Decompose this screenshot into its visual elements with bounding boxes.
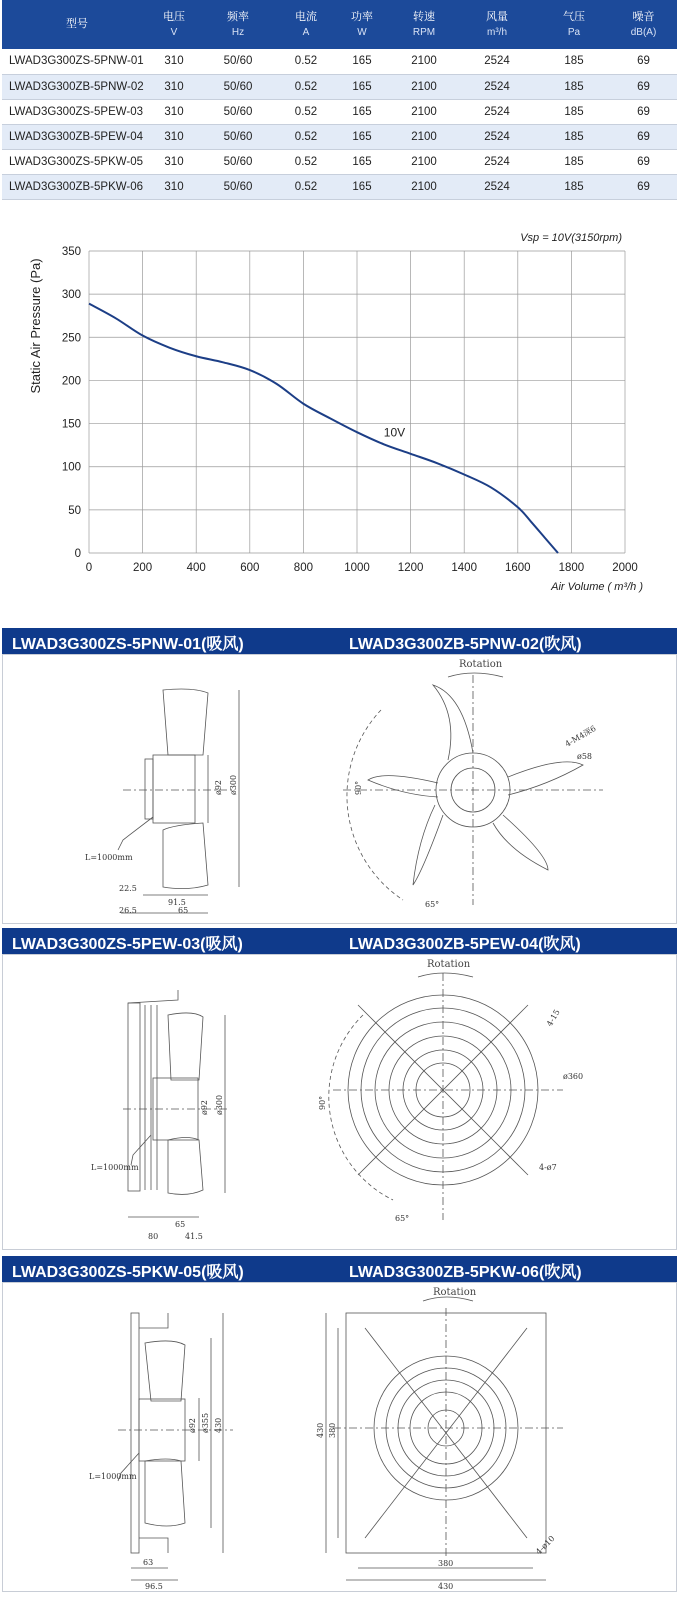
dim-holes: 4-M4深6 — [563, 723, 598, 749]
table-cell: 2524 — [456, 174, 538, 199]
dim-hub: ø58 — [577, 752, 592, 761]
table-cell: 2524 — [456, 74, 538, 99]
table-row — [2, 174, 677, 199]
table-cell: LWAD3G300ZS-5PEW-03 — [2, 99, 152, 124]
chart-title: Vsp = 10V(3150rpm) — [520, 232, 622, 244]
y-tick-label: 50 — [68, 504, 81, 517]
dim-angle2: 65° — [395, 1214, 410, 1223]
y-tick-label: 150 — [61, 418, 81, 431]
table-cell: 165 — [332, 124, 392, 149]
table-cell: 185 — [538, 174, 610, 199]
dim-h1: 430 — [316, 1422, 325, 1438]
rotation-label: Rotation — [427, 959, 471, 970]
table-cell: 310 — [152, 74, 196, 99]
y-tick-label: 0 — [74, 548, 81, 560]
table-row — [2, 149, 677, 174]
table-cell: 2524 — [456, 149, 538, 174]
chart-ylabel: Static Air Pressure (Pa) — [28, 258, 43, 394]
x-tick-label: 800 — [293, 562, 313, 574]
section-title-left: LWAD3G300ZS-5PNW-01(吸风) — [12, 636, 244, 653]
x-tick-label: 1000 — [344, 562, 370, 574]
table-cell: 2524 — [456, 99, 538, 124]
spec-table — [2, 0, 677, 200]
x-tick-label: 400 — [186, 562, 206, 574]
col-header-model: 型号 — [2, 0, 152, 49]
performance-chart — [0, 228, 681, 608]
dim-guard: ø360 — [563, 1072, 584, 1081]
table-cell: 0.52 — [280, 49, 332, 74]
table-row — [2, 99, 677, 124]
x-tick-label: 2000 — [612, 562, 638, 574]
dim-cable: L=1000mm — [89, 1472, 137, 1481]
dim-angle1: 90° — [318, 1095, 327, 1110]
dim-slots: 4-15 — [544, 1007, 562, 1028]
dim-angle1: 90° — [354, 780, 363, 795]
x-tick-label: 0 — [85, 562, 93, 574]
drawing-panel-pkw — [2, 1282, 677, 1592]
dim-cable: L=1000mm — [85, 853, 133, 862]
dim-a: 65 — [175, 1220, 186, 1229]
series-label-10v: 10V — [383, 425, 406, 440]
dim-d1: ø92 — [200, 1100, 209, 1115]
table-cell: 185 — [538, 74, 610, 99]
y-tick-label: 100 — [61, 461, 81, 474]
table-cell: 185 — [538, 149, 610, 174]
dim-b: 96.5 — [145, 1582, 163, 1591]
table-cell: LWAD3G300ZB-5PEW-04 — [2, 124, 152, 149]
chart-grid — [89, 251, 625, 553]
technical-drawing-pew — [3, 955, 676, 1249]
chart-ticks — [62, 246, 638, 574]
table-cell: LWAD3G300ZB-5PNW-02 — [2, 74, 152, 99]
table-cell: 50/60 — [196, 99, 280, 124]
table-cell: 2100 — [392, 49, 456, 74]
dim-angle2: 65° — [425, 900, 440, 909]
table-cell: 69 — [610, 49, 677, 74]
dim-d1: ø92 — [214, 780, 223, 795]
table-cell: 50/60 — [196, 149, 280, 174]
dim-a: 63 — [143, 1558, 154, 1567]
table-cell: 310 — [152, 149, 196, 174]
dim-d1: ø92 — [188, 1418, 197, 1433]
table-row — [2, 49, 677, 74]
side-view-pkw — [118, 1313, 233, 1580]
table-cell: 165 — [332, 99, 392, 124]
table-cell: 2100 — [392, 74, 456, 99]
table-cell: 69 — [610, 124, 677, 149]
dim-d2: ø300 — [215, 1094, 224, 1115]
section-title-right: LWAD3G300ZB-5PKW-06(吹风) — [349, 1264, 582, 1281]
section-header-pew — [2, 928, 677, 954]
col-header-noise: 噪音 dB(A) — [610, 0, 677, 49]
dim-holes: 4-ø7 — [539, 1163, 557, 1172]
col-header-speed: 转速 RPM — [392, 0, 456, 49]
table-cell: 310 — [152, 174, 196, 199]
rotation-label: Rotation — [433, 1287, 477, 1298]
front-view-pkw — [326, 1297, 563, 1580]
table-cell: 185 — [538, 49, 610, 74]
col-header-current: 电流 A — [280, 0, 332, 49]
table-cell: 2100 — [392, 99, 456, 124]
chart-xlabel: Air Volume ( m³/h ) — [551, 581, 643, 593]
table-cell: 0.52 — [280, 149, 332, 174]
drawing-panel-pew — [2, 954, 677, 1250]
dim-cable: L=1000mm — [91, 1163, 139, 1172]
x-tick-label: 600 — [240, 562, 260, 574]
table-cell: 185 — [538, 124, 610, 149]
table-cell: 0.52 — [280, 74, 332, 99]
dim-d2: ø355 — [201, 1412, 210, 1433]
section-title-right: LWAD3G300ZB-5PEW-04(吹风) — [349, 936, 581, 953]
table-cell: 0.52 — [280, 174, 332, 199]
table-cell: 165 — [332, 149, 392, 174]
table-cell: 50/60 — [196, 174, 280, 199]
dim-w1: 380 — [438, 1559, 454, 1568]
table-cell: 310 — [152, 99, 196, 124]
table-cell: 2524 — [456, 49, 538, 74]
table-cell: 2100 — [392, 149, 456, 174]
rotation-label: Rotation — [459, 659, 503, 670]
section-title-left: LWAD3G300ZS-5PKW-05(吸风) — [12, 1264, 244, 1281]
side-view-pnw — [118, 689, 239, 913]
dim-c: 41.5 — [185, 1232, 203, 1241]
table-cell: 310 — [152, 49, 196, 74]
y-tick-label: 350 — [61, 246, 81, 258]
dim-b: 80 — [148, 1232, 159, 1241]
dim-h2: 380 — [328, 1422, 337, 1438]
table-cell: LWAD3G300ZS-5PNW-01 — [2, 49, 152, 74]
section-title-left: LWAD3G300ZS-5PEW-03(吸风) — [12, 936, 243, 953]
table-cell: 0.52 — [280, 99, 332, 124]
table-cell: 69 — [610, 99, 677, 124]
x-tick-label: 1400 — [451, 562, 477, 574]
dim-c: 26.5 — [119, 906, 137, 915]
table-cell: 2524 — [456, 124, 538, 149]
table-cell: 310 — [152, 124, 196, 149]
table-cell: 165 — [332, 174, 392, 199]
dim-holes: 4-ø10 — [534, 1533, 557, 1557]
dim-b: 91.5 — [168, 898, 186, 907]
col-header-voltage: 电压 V — [152, 0, 196, 49]
table-cell: 2100 — [392, 124, 456, 149]
y-tick-label: 250 — [61, 332, 81, 345]
col-header-frequency: 频率 Hz — [196, 0, 280, 49]
table-cell: 50/60 — [196, 74, 280, 99]
table-cell: 2100 — [392, 174, 456, 199]
dim-d3: 430 — [214, 1417, 223, 1433]
technical-drawing-pkw — [3, 1283, 676, 1591]
series-line-10v — [89, 304, 558, 553]
table-cell: 50/60 — [196, 49, 280, 74]
side-view-pew — [123, 990, 228, 1217]
dim-d2: ø300 — [229, 774, 238, 795]
x-tick-label: 1600 — [505, 562, 531, 574]
table-cell: 165 — [332, 74, 392, 99]
col-header-power: 功率 W — [332, 0, 392, 49]
drawing-panel-pnw — [2, 654, 677, 924]
dim-e: 65 — [178, 906, 189, 915]
dim-a: 22.5 — [119, 884, 137, 893]
table-cell: LWAD3G300ZB-5PKW-06 — [2, 174, 152, 199]
dim-w2: 430 — [438, 1582, 454, 1591]
col-header-airflow: 风量 m³/h — [456, 0, 538, 49]
table-cell: 165 — [332, 49, 392, 74]
table-cell: 69 — [610, 74, 677, 99]
x-tick-label: 200 — [133, 562, 153, 574]
table-cell: 69 — [610, 174, 677, 199]
col-header-pressure: 气压 Pa — [538, 0, 610, 49]
table-cell: 185 — [538, 99, 610, 124]
table-cell: LWAD3G300ZS-5PKW-05 — [2, 149, 152, 174]
section-title-right: LWAD3G300ZB-5PNW-02(吹风) — [349, 636, 582, 653]
table-row — [2, 124, 677, 149]
y-tick-label: 200 — [61, 375, 81, 388]
x-tick-label: 1200 — [397, 562, 424, 574]
front-view-pnw — [343, 673, 603, 905]
table-row — [2, 74, 677, 99]
section-header-pnw — [2, 628, 677, 654]
front-view-pew — [329, 973, 563, 1220]
table-cell: 0.52 — [280, 124, 332, 149]
technical-drawing-pnw — [3, 655, 676, 923]
table-cell: 69 — [610, 149, 677, 174]
section-header-pkw — [2, 1256, 677, 1282]
y-tick-label: 300 — [61, 289, 81, 302]
table-cell: 50/60 — [196, 124, 280, 149]
spec-header-row — [2, 0, 677, 49]
x-tick-label: 1800 — [558, 562, 585, 574]
